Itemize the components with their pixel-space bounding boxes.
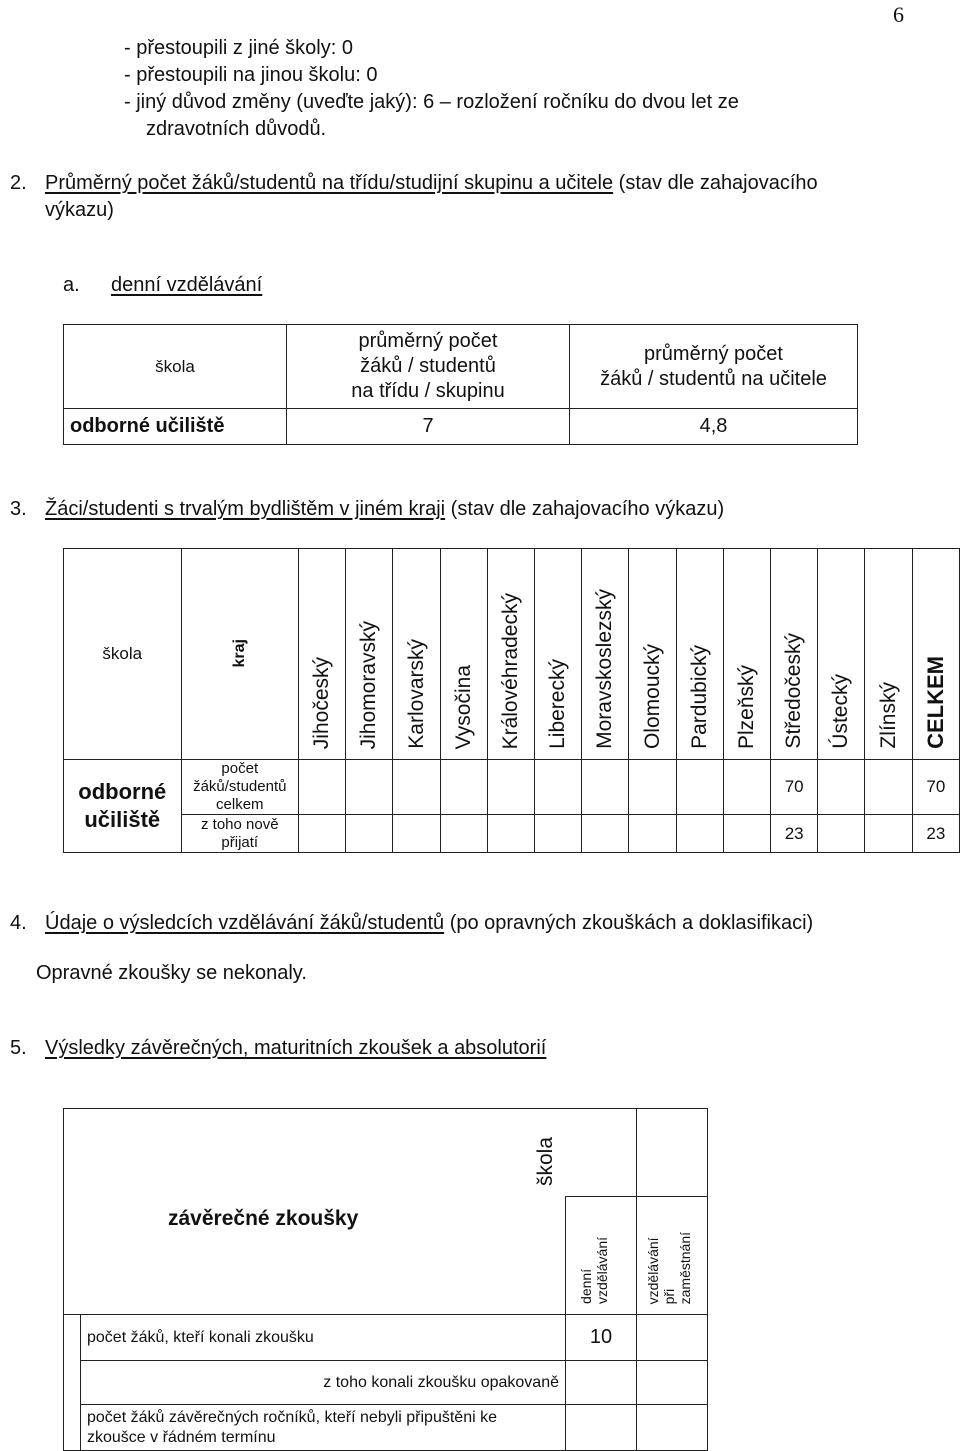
row1-label: počet žáků, kteří konali zkoušku <box>81 1315 566 1361</box>
row3-denni <box>566 1405 637 1451</box>
row3-zamestnani <box>637 1405 708 1451</box>
cell-total: 70 <box>912 760 959 815</box>
section-2-heading-underlined: Průměrný počet žáků/studentů na třídu/studijní skupinu a učitele <box>45 172 614 194</box>
list-item <box>124 89 904 115</box>
row1-zamestnani <box>637 1315 708 1361</box>
col-zamestnani-label: vzdělávání při zaměstnání <box>645 1231 693 1304</box>
region-header: Olomoucký <box>629 549 676 760</box>
page-number: 6 <box>893 2 904 27</box>
list-item-continuation: zdravotních důvodů. <box>146 118 327 140</box>
cell <box>629 815 676 853</box>
row-label-new: z toho nově přijatí <box>181 815 299 853</box>
section-2-heading <box>45 170 818 196</box>
row2-label: z toho konali zkoušku opakovaně <box>81 1361 566 1405</box>
region-header: Jihomoravský <box>346 549 393 760</box>
cell <box>865 760 912 815</box>
region-header: Ústecký <box>818 549 865 760</box>
region-header: Karlovarský <box>393 549 440 760</box>
region-header: Pardubický <box>676 549 723 760</box>
region-header: Jihočeský <box>299 549 346 760</box>
row1-denni: 10 <box>566 1315 637 1361</box>
section-2-number: 2. <box>10 172 27 194</box>
section-4-number: 4. <box>10 912 27 934</box>
cell <box>393 760 440 815</box>
cell <box>582 760 629 815</box>
list-item: - přestoupili na jinou školu: 0 <box>124 64 378 86</box>
total-header: CELKEM <box>912 549 959 760</box>
cell <box>535 760 582 815</box>
section-2a-letter: a. <box>63 274 80 296</box>
col-header-per-teacher: průměrný počet žáků / studentů na učitele <box>570 325 858 409</box>
exam-results-table <box>63 1108 708 1451</box>
section-2-heading-suffix: (stav dle zahajovacího <box>618 172 818 194</box>
section-4-heading <box>45 910 813 936</box>
col-header-school: škola <box>64 549 182 760</box>
cell <box>299 760 346 815</box>
region-header: Středočeský <box>771 549 818 760</box>
col-denni-label: denní vzdělávání <box>578 1237 610 1304</box>
col-header-per-class: průměrný počet žáků / studentů na třídu / skupinu <box>287 325 570 409</box>
empty-cell <box>637 1109 708 1197</box>
section-5-heading: Výsledky závěrečných, maturitních zkoušek a absolutorií <box>45 1037 547 1059</box>
col-header-school: škola <box>64 325 287 409</box>
cell <box>535 815 582 853</box>
cell <box>487 760 534 815</box>
cell <box>440 760 487 815</box>
section-2a-title: denní vzdělávání <box>111 274 263 296</box>
row-label-total: počet žáků/studentů celkem <box>181 760 299 815</box>
cell <box>818 760 865 815</box>
cell-per-teacher: 4,8 <box>570 409 858 445</box>
region-header: Moravskoslezský <box>582 549 629 760</box>
col-denni <box>566 1197 637 1315</box>
school-header: škola <box>534 1136 557 1186</box>
cell <box>487 815 534 853</box>
cell: 23 <box>771 815 818 853</box>
cell <box>865 815 912 853</box>
final-exams-label: závěrečné zkoušky <box>64 1197 566 1315</box>
section-3-heading-underlined: Žáci/studenti s trvalým bydlištěm v jiném kraji <box>45 498 446 520</box>
cell <box>676 760 723 815</box>
cell <box>723 760 770 815</box>
row2-denni <box>566 1361 637 1405</box>
cell <box>346 760 393 815</box>
cell <box>723 815 770 853</box>
region-header: Plzeňský <box>723 549 770 760</box>
section-3-heading-suffix: (stav dle zahajovacího výkazu) <box>450 498 725 520</box>
list-item-text: - jiný důvod změny (uveďte jaký): 6 – rozložení ročníku do dvou let ze <box>124 91 739 113</box>
cell <box>818 815 865 853</box>
region-table <box>63 548 960 853</box>
section-4-note: Opravné zkoušky se nekonaly. <box>36 962 307 984</box>
col-zamestnani <box>637 1197 708 1315</box>
indent-cell <box>64 1315 81 1451</box>
region-header: Zlínský <box>865 549 912 760</box>
school-header-cell <box>64 1109 637 1197</box>
row2-zamestnani <box>637 1361 708 1405</box>
cell-total: 23 <box>912 815 959 853</box>
region-header: Vysočina <box>440 549 487 760</box>
cell <box>299 815 346 853</box>
section-2-heading-line2: výkazu) <box>45 199 114 221</box>
region-header: Liberecký <box>535 549 582 760</box>
average-students-table <box>63 324 858 445</box>
cell <box>346 815 393 853</box>
region-header: Královéhradecký <box>487 549 534 760</box>
list-item: - přestoupili z jiné školy: 0 <box>124 37 353 59</box>
row-school-name: odborné učiliště <box>64 760 182 853</box>
section-5-number: 5. <box>10 1037 27 1059</box>
row3-label: počet žáků závěrečných ročníků, kteří nebyli připuštěni ke zkoušce v řádném termínu <box>81 1405 566 1451</box>
section-4-heading-suffix: (po opravných zkouškách a doklasifikaci) <box>449 912 814 934</box>
col-header-kraj: kraj <box>181 549 299 760</box>
cell <box>629 760 676 815</box>
cell-per-class: 7 <box>287 409 570 445</box>
row-school-name: odborné učiliště <box>64 409 287 445</box>
cell <box>582 815 629 853</box>
section-3-number: 3. <box>10 498 27 520</box>
cell <box>393 815 440 853</box>
cell <box>676 815 723 853</box>
section-4-heading-underlined: Údaje o výsledcích vzdělávání žáků/studentů <box>45 912 445 934</box>
cell: 70 <box>771 760 818 815</box>
section-3-heading <box>45 496 724 522</box>
cell <box>440 815 487 853</box>
